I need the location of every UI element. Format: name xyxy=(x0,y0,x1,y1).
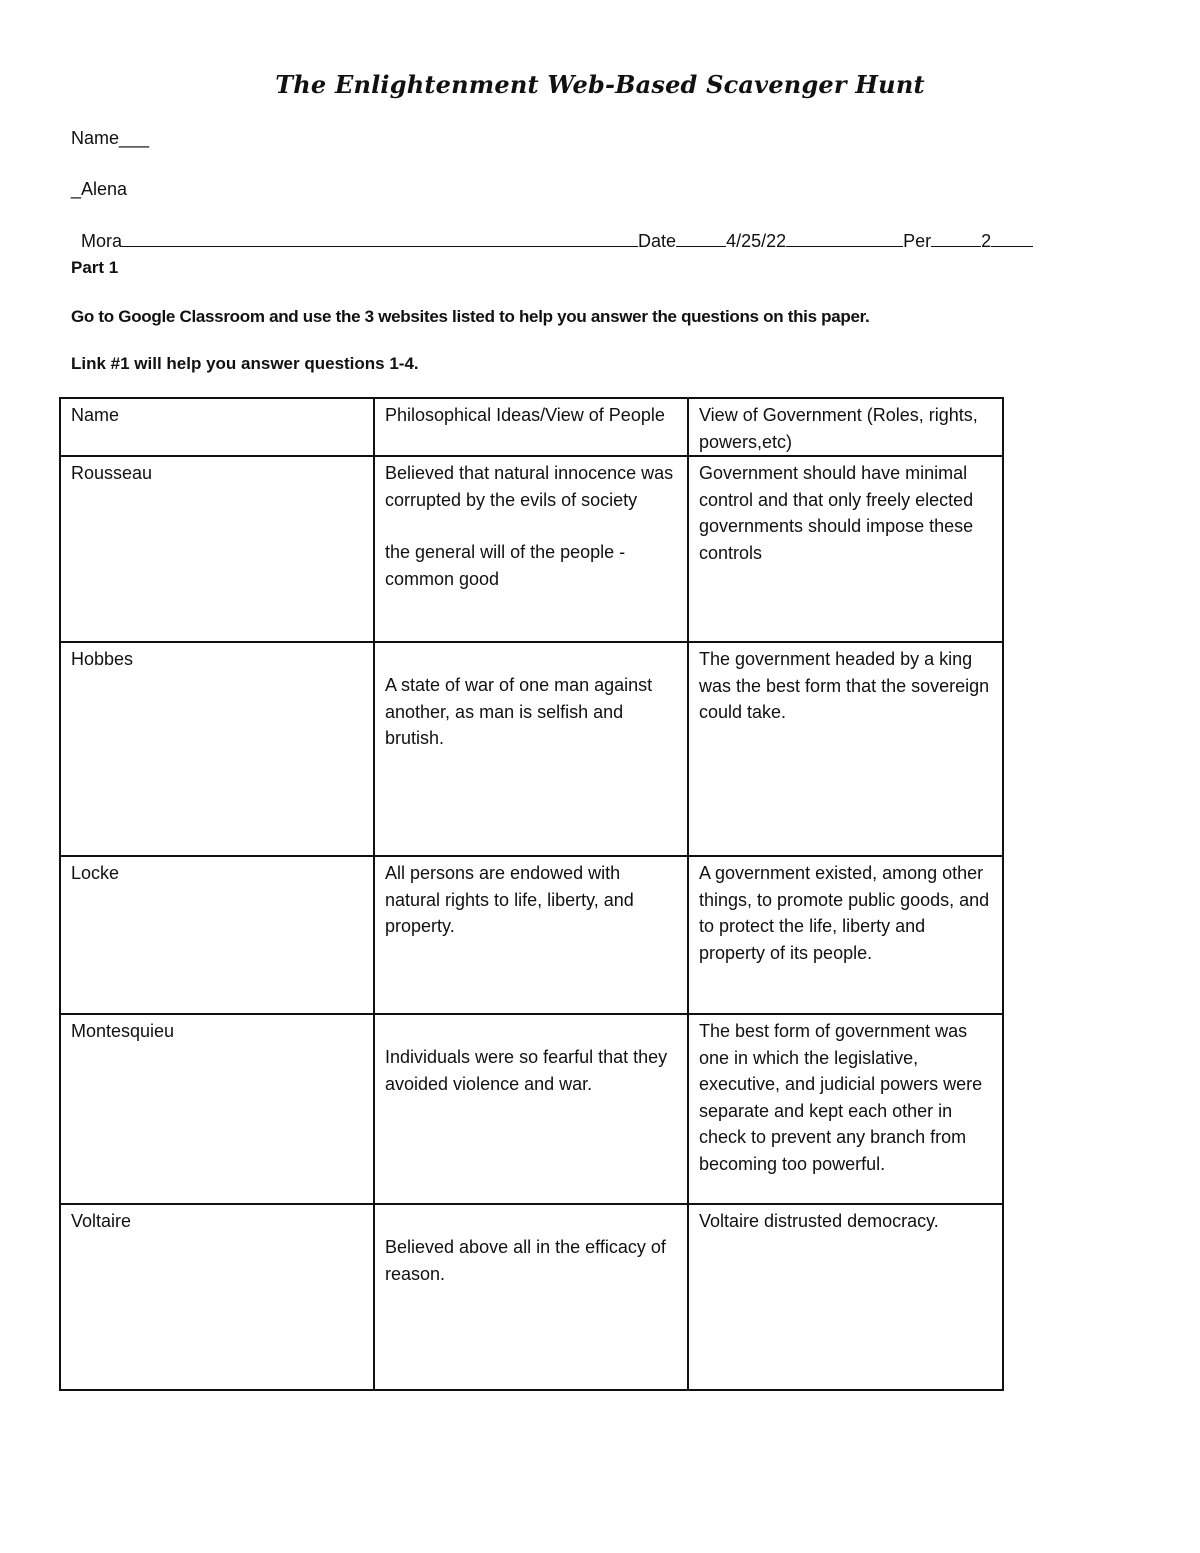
row-government-voltaire: Voltaire distrusted democracy. xyxy=(688,1204,1003,1390)
period-value: 2 xyxy=(981,231,992,251)
row-government-montesquieu: The best form of government was one in which the legislative, executive, and judicial powers were separate and kept each other in check to prevent any branch from becoming too powerful. xyxy=(688,1014,1003,1204)
table-row xyxy=(60,1204,1003,1390)
header-government: View of Government (Roles, rights, powers,etc) xyxy=(688,398,1003,456)
row-government-locke: A government existed, among other things, to promote public goods, and to protect the life, liberty and property of its people. xyxy=(688,856,1003,1014)
instruction-text: Go to Google Classroom and use the 3 websites listed to help you answer the questions on this paper. xyxy=(71,307,870,326)
ideas-rousseau-extra: the general will of the people - common good xyxy=(385,542,626,589)
period-label: Per xyxy=(903,231,932,251)
row-name-montesquieu: Montesquieu xyxy=(60,1014,374,1204)
ideas-hobbes-text: A state of war of one man against another, as man is selfish and brutish. xyxy=(385,675,653,748)
header-ideas: Philosophical Ideas/View of People xyxy=(374,398,688,456)
ideas-rousseau-main: Believed that natural innocence was corrupted by the evils of society xyxy=(385,463,674,510)
row-ideas-montesquieu xyxy=(374,1014,688,1204)
table-row xyxy=(60,1014,1003,1204)
row-ideas-locke: All persons are endowed with natural rights to life, liberty, and property. xyxy=(374,856,688,1014)
row-ideas-rousseau xyxy=(374,456,688,642)
table-header-row xyxy=(60,398,1003,456)
table-row xyxy=(60,456,1003,642)
row-ideas-voltaire xyxy=(374,1204,688,1390)
date-label: Date xyxy=(638,231,677,251)
ideas-voltaire-text: Believed above all in the efficacy of reason. xyxy=(385,1237,666,1284)
page-title: The Enlightenment Web-Based Scavenger Hunt xyxy=(275,70,925,99)
table-row xyxy=(60,856,1003,1014)
row-name-hobbes: Hobbes xyxy=(60,642,374,856)
row-name-locke: Locke xyxy=(60,856,374,1014)
row-name-voltaire: Voltaire xyxy=(60,1204,374,1390)
row-ideas-hobbes xyxy=(374,642,688,856)
name-label-line: Name___ xyxy=(71,128,150,148)
row-government-rousseau: Government should have minimal control and that only freely elected governments should impose these controls xyxy=(688,456,1003,642)
name-date-period-row xyxy=(71,207,1081,251)
name-first-value: _Alena xyxy=(71,179,128,199)
name-last-value: Mora xyxy=(81,231,123,251)
table-row xyxy=(60,642,1003,856)
row-name-rousseau: Rousseau xyxy=(60,456,374,642)
date-value: 4/25/22 xyxy=(726,231,787,251)
philosophers-table xyxy=(59,397,1004,1391)
ideas-montesquieu-text: Individuals were so fearful that they avoided violence and war. xyxy=(385,1047,668,1094)
header-name: Name xyxy=(60,398,374,456)
link-note: Link #1 will help you answer questions 1-4. xyxy=(71,354,419,373)
part-heading: Part 1 xyxy=(71,258,119,277)
row-government-hobbes: The government headed by a king was the best form that the sovereign could take. xyxy=(688,642,1003,856)
